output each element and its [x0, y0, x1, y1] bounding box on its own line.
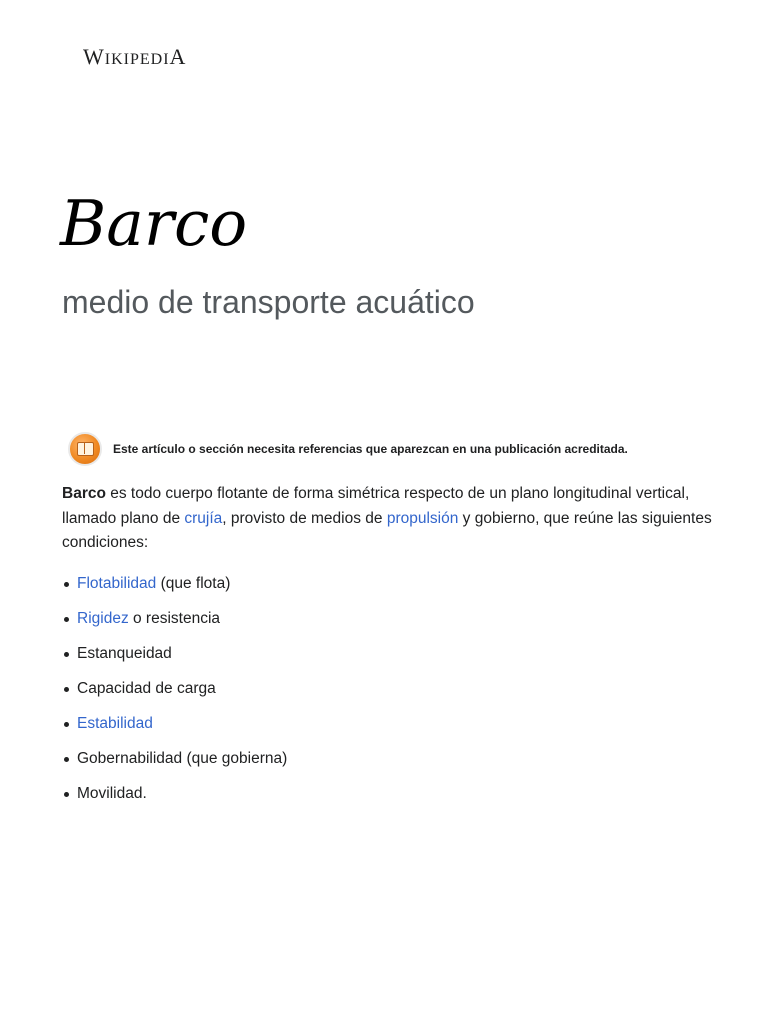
list-item-text: Gobernabilidad (que gobierna): [77, 750, 288, 767]
intro-text-1: es todo cuerpo flotante de forma simétrica respecto de un plano longitudinal vertical, llamado plano de: [62, 485, 690, 527]
list-item-text: Estanqueidad: [77, 645, 172, 662]
list-item: [77, 607, 287, 642]
link-flotabilidad[interactable]: Flotabilidad: [77, 575, 157, 592]
list-item: [77, 677, 287, 712]
intro-paragraph: [62, 482, 712, 556]
notice-text: Este artículo o sección necesita referencias que aparezcan en una publicación acreditada.: [113, 442, 628, 456]
page-subtitle: medio de transporte acuático: [62, 284, 475, 320]
logo-letter-a: A: [169, 44, 187, 69]
wikipedia-logo[interactable]: [83, 44, 186, 70]
logo-letters: IKIPEDI: [104, 51, 170, 68]
link-estabilidad[interactable]: Estabilidad: [77, 715, 153, 732]
list-item-text: Capacidad de carga: [77, 680, 216, 697]
intro-text-3: y gobierno, que reúne las siguientes condiciones:: [62, 509, 712, 551]
list-item-text: o resistencia: [128, 610, 221, 627]
list-item: [77, 747, 287, 782]
list-item: [77, 712, 287, 747]
intro-bold-term: Barco: [62, 485, 106, 502]
list-item-text: Movilidad.: [77, 785, 147, 802]
list-item: [77, 782, 287, 817]
list-item: [77, 572, 287, 607]
book-icon: [68, 432, 102, 466]
link-propulsion[interactable]: propulsión: [386, 509, 459, 527]
references-notice: [68, 432, 628, 466]
intro-text-2: , provisto de medios de: [222, 509, 387, 527]
link-rigidez[interactable]: Rigidez: [77, 610, 129, 627]
logo-letter-w: W: [83, 44, 105, 69]
conditions-list: [60, 572, 287, 817]
list-item: [77, 642, 287, 677]
page-title: Barco: [60, 187, 248, 260]
list-item-text: (que flota): [156, 575, 231, 592]
link-crujia[interactable]: crujía: [184, 509, 223, 527]
